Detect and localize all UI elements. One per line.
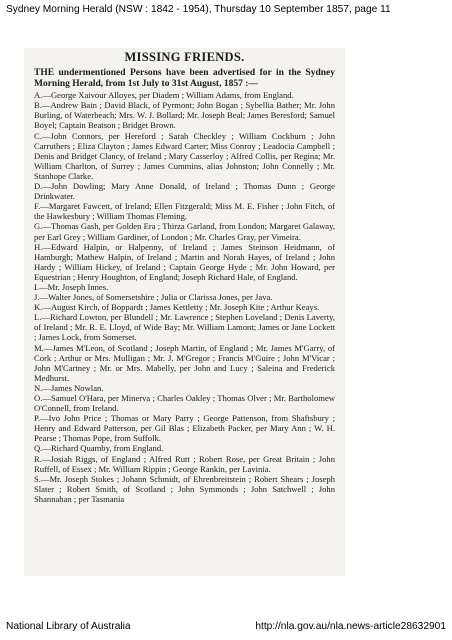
entry-p: P.—Ivo John Price ; Thomas or Mary Parry ; George Pattenson, from Shaftsbury ; Henry and Edward Patterson, per Gil Blas ; Elizabeth Packer, per Mary Ann ; W. H. Pearse ; Thomas Pope, from Suffolk.: [34, 413, 335, 444]
entry-g: G.—Thomas Gash, per Golden Era ; Thirza Garland, from London; Margaret Galaway, per Earl Grey ; William Gardiner, of London ; Mr. Charles Gray, per Vimeira.: [34, 221, 335, 242]
library-source: National Library of Australia: [6, 621, 131, 632]
entry-m: M.—James M'Leon, of Scotland ; Joseph Martin, of England ; Mr. James M'Garry, of Cork ; Arthur or Mrs. Mulligan ; Mr. J. M'Gregor ; Francis M'Guire ; John M'Vicar ; John M'Cartney ; Mr. or Mrs. Mabelly, per John and Lucy ; Saleina and Frederick Medhurst.: [34, 342, 335, 383]
entry-c: C.—John Connors, per Hereford ; Sarah Checkley ; William Cockburn ; John Carruthers ; Eliza Clayton ; James Edward Carter; Miss Conroy ; Leadocia Campbell ; Denis and Bridget Clancy, of Ireland ; Mary Casserloy ; Alfred Collis, per Regina; Mr. William Charlton, of Surrey ; James Cummins, alias Johnston; John Connelly ; Mr. Stanhope Clarke.: [34, 130, 335, 181]
entry-q: Q.—Richard Quamby, from England.: [34, 443, 164, 454]
entry-k: K.—August Kirch, of Boppardt ; James Kettletty ; Mr. Joseph Kite ; Arthur Keays.: [34, 302, 320, 313]
entry-l: L.—Richard Lowton, per Blundell ; Mr. Lawrence ; Stephen Loveland ; Denis Laverty, of Ireland ; Mr. R. E. Lloyd, of Wide Bay; Mr. William Lamont; James or Jane Lockett ; James Lock, from Somerset.: [34, 312, 335, 343]
entry-f: F.—Margaret Fawcett, of Ireland; Ellen Fitzgerald; Miss M. E. Fisher ; John Fitch, of the Hawkesbury ; William Thomas Fleming.: [34, 201, 335, 222]
article-title: MISSING FRIENDS.: [124, 50, 245, 64]
article-url[interactable]: http://nla.gov.au/nla.news-article28632901: [255, 621, 446, 632]
entry-r: R.—Josiah Riggs, of England ; Alfred Rutt ; Robert Rose, per Great Britain ; John Ruffell, of Essex ; Mr. William Rippin ; George Rankin, per Lavinia.: [34, 453, 335, 474]
entry-n: N.—James Nowlan.: [34, 382, 104, 393]
article-intro: THE undermentioned Persons have been advertised for in the Sydney Morning Herald, from 1st July to 31st August, 1857 :—: [34, 68, 335, 89]
entry-o: O.—Samuel O'Hara, per Minerva ; Charles Oakley ; Thomas Olver ; Mr. Bartholomew O'Connell, from Ireland.: [34, 393, 335, 414]
article-citation: Sydney Morning Herald (NSW : 1842 - 1954), Thursday 10 September 1857, page 11: [6, 4, 391, 15]
entry-h: H.—Edward Halpin, or Halpenny, of Ireland ; James Steinson Heidmann, of Hamburgh; Mathew Halpin, of Ireland ; Martin and Norah Hayes, of Ireland ; John Hardy ; William Hickey, of Ireland ; Captain George Hyde ; Mr. John Howard, per Equestrian ; Henry Houghton, of England; Joseph Richard Hale, of England.: [34, 241, 335, 282]
entry-a: A.—George Xaivour Alloyes, per Diadem ; William Adams, from England.: [34, 90, 294, 101]
entry-b: B.—Andrew Bain ; David Black, of Pyrmont; John Bogan ; Sybellia Bather; Mr. John Burling, of Waterbeach; Mrs. W. J. Bollard; Mr. Joseph Beal; James Beresford; Samuel Boyel; Captain Beatson ; Bridget Brown.: [34, 100, 335, 131]
entry-i: I.—Mr. Joseph Innes.: [34, 281, 109, 292]
newspaper-clipping: [24, 48, 345, 576]
entry-d: D.—John Dowling; Mary Anne Donald, of Ireland ; Thomas Dunn ; George Drinkwater.: [34, 181, 335, 202]
entry-s: S.—Mr. Joseph Stokes ; Johann Schmidt, of Ehrenbreitstein ; Robert Shears ; Joseph Slater ; Robert Smith, of Scotland ; John Symmonds ; John Satchwell ; John Shannahan ; per Tasmania: [34, 473, 335, 504]
entry-j: J.—Walter Jones, of Somersetshire ; Julia or Clarissa Jones, per Java.: [34, 292, 273, 303]
